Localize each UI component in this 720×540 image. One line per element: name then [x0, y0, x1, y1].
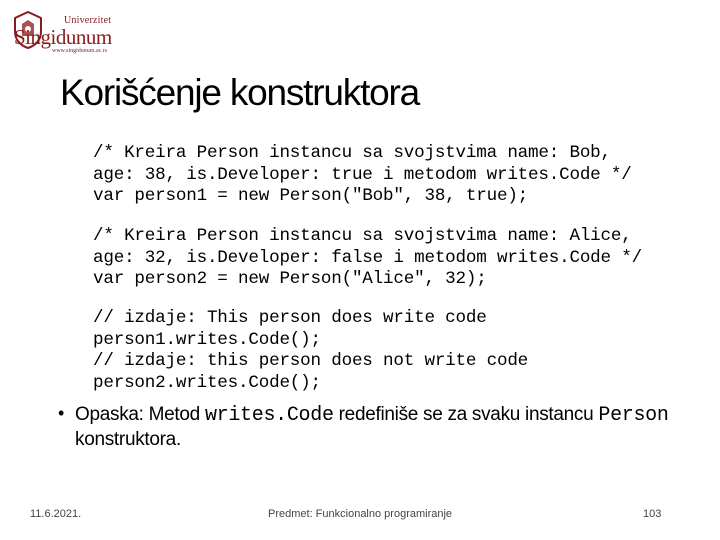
footer-course: Predmet: Funkcionalno programiranje: [268, 508, 453, 520]
logo-university-label: Univerzitet: [64, 15, 112, 26]
university-logo: [12, 8, 114, 52]
footer-date: 11.6.2021.: [30, 508, 82, 520]
slide-title: Korišćenje konstruktora: [60, 72, 420, 113]
bullet-dot: •: [58, 403, 65, 423]
footer-page-number: 103: [643, 508, 662, 520]
bullet-code-writescode: writes.Code: [204, 404, 334, 427]
code-block-bob: /* Kreira Person instancu sa svojstvima name: Bob, age: 38, is.Developer: true i metodom writes.Code */ var person1 = new Person("Bob", 38, true);: [93, 143, 632, 206]
code-block-alice: /* Kreira Person instancu sa svojstvima name: Alice, age: 32, is.Developer: false i metodom writes.Code */ var person2 = new Person("Alice", 32);: [93, 226, 642, 289]
logo-url: www.singidunum.ac.rs: [52, 48, 108, 54]
bullet-code-person: Person: [598, 404, 669, 427]
bullet-text-part1: Opaska: Metod: [75, 404, 205, 425]
logo-name: Singidunum: [14, 25, 112, 49]
bullet-text-part2: redefiniše se za svaku instancu: [333, 404, 599, 425]
bullet-text: [75, 403, 675, 452]
code-block-output: // izdaje: This person does write code person1.writes.Code(); // izdaje: this person does not write code person2.writes.Code();: [93, 308, 529, 393]
bullet-text-part3: konstruktora.: [75, 429, 181, 450]
